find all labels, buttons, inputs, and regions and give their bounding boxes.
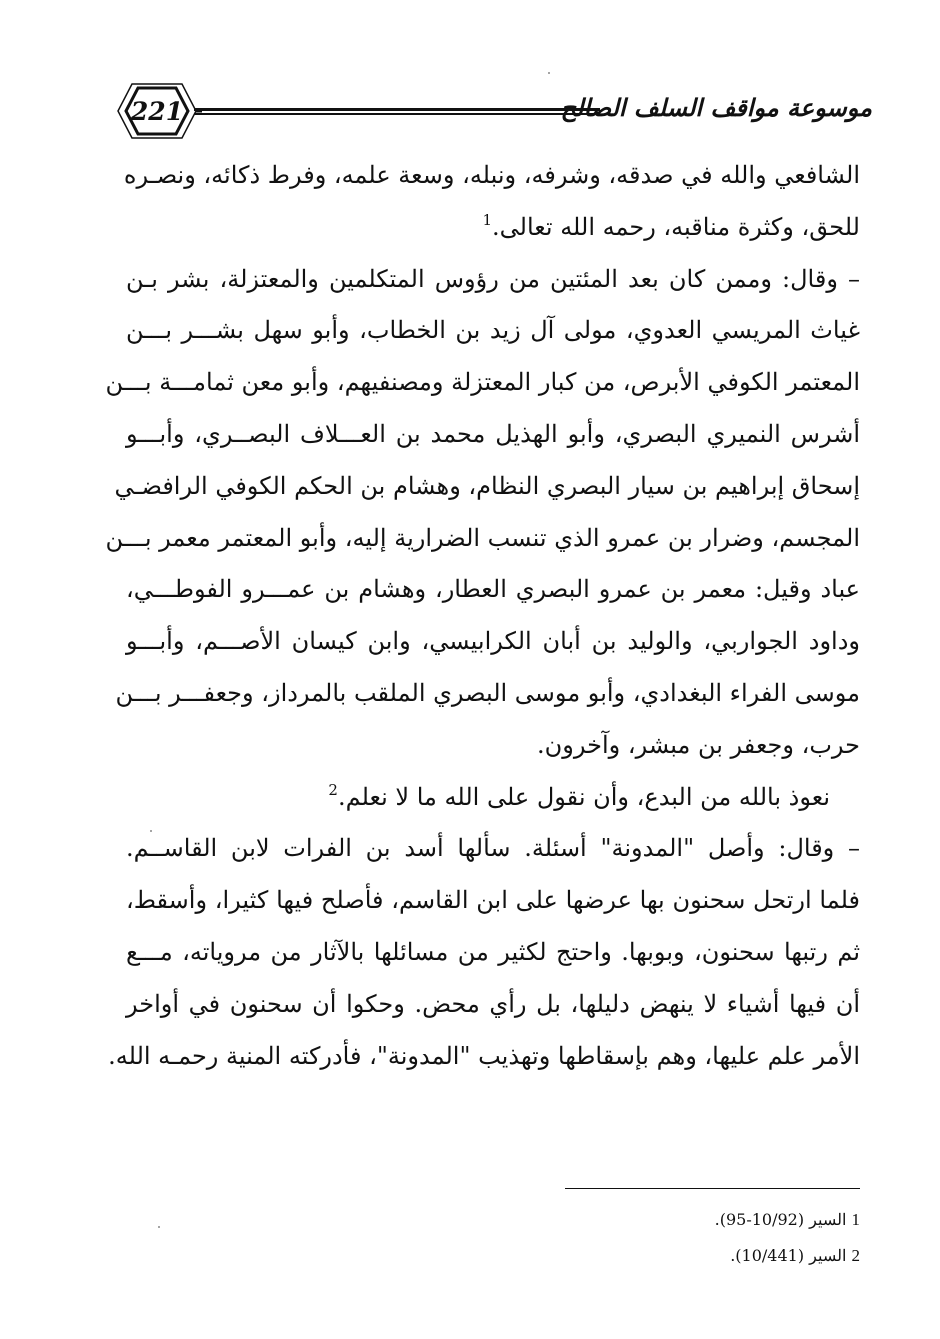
line-text: أشرس النميري البصري، وأبو الهذيل محمد بن العـــلاف البصــري، وأبـــو [126,419,860,448]
footnote-number: 2 [851,1246,860,1265]
running-title: موسوعة مواقف السلف الصالح [560,94,872,122]
text-line [126,772,860,824]
text-line [126,409,860,461]
text-line [126,875,860,927]
line-text: حرب، وجعفر بن مبشر، وآخرون. [537,730,860,759]
text-line [105,357,860,409]
line-text: غياث المريسي العدوي، مولى آل زيد بن الخطاب، وأبو سهل بشـــر بـــن [126,316,860,345]
text-line [108,1031,860,1083]
text-line [126,720,860,772]
text-line [126,202,860,254]
text-line [115,668,860,720]
line-text: المعتمر الكوفي الأبرص، من كبار المعتزلة ومصنفيهم، وأبو معن ثمامـــة بـــن [105,368,860,397]
footnote-marker[interactable]: 2 [328,780,338,799]
text-line [123,150,860,202]
line-text: موسى الفراء البغدادي، وأبو موسى البصري الملقب بالمرداز، وجعفـــر بـــن [115,678,860,707]
footnote-text: السير (10/441). [730,1246,847,1265]
footnote-marker[interactable]: 1 [482,210,493,229]
footnote-number: 1 [851,1210,860,1229]
page-number: 221 [130,96,184,126]
line-text: – وقال: وممن كان بعد المئتين من رؤوس المتكلمين والمعتزلة، بشر بـن [126,264,860,293]
line-text: نعوذ بالله من البدع، وأن نقول على الله ما لا نعلم. [337,782,830,811]
line-text: للحق، وكثرة مناقبه، رحمه الله تعالى. [492,212,860,241]
text-line [126,616,860,668]
text-line [126,927,860,979]
page-header [112,82,872,144]
line-text: عباد وقيل: معمر بن عمرو البصري العطار، وهشام بن عمـــرو الفوطـــي، [126,575,860,604]
scan-speck [158,1226,160,1228]
main-text [105,150,860,1082]
text-line [126,979,860,1031]
line-text: ثم رتبها سحنون، وبوبها. واحتج لكثير من مسائلها بالآثار من مروياته، مـــع [126,937,860,966]
header-rule [194,108,600,115]
footnotes [500,1202,860,1274]
line-text: أن فيها أشياء لا ينهض دليلها، بل رأي محض. وحكوا أن سحنون في أواخر [126,989,860,1018]
footnote-text: السير (10/92-95). [714,1210,847,1229]
line-text: وداود الجواربي، والوليد بن أبان الكرابيسي، وابن كيسان الأصـــم، وأبـــو [126,627,860,656]
line-text: الأمر علم عليها، وهم بإسقاطها وتهذيب "المدونة"، فأدركته المنية رحمـه الله. [108,1041,860,1070]
text-line [114,461,860,513]
footnote-item [500,1238,860,1274]
text-line [126,564,860,616]
text-line [126,823,860,875]
scan-speck [548,72,550,74]
text-line [105,513,860,565]
line-text: المجسم، وضرار بن عمرو الذي تنسب الضرارية إليه، وأبو المعتمر معمر بـــن [105,523,860,552]
scan-speck [150,830,152,832]
line-text: – وقال: وأصل "المدونة" أسئلة. سألها أسد بن الفرات لابن القاســم. [126,834,860,863]
text-line [126,305,860,357]
text-line [126,254,860,306]
line-text: إسحاق إبراهيم بن سيار البصري النظام، وهشام بن الحكم الكوفي الرافضـي [114,471,860,500]
footnote-separator [565,1188,860,1189]
line-text: فلما ارتحل سحنون بها عرضها على ابن القاسم، فأصلح فيها كثيرا، وأسقط، [126,886,860,915]
line-text: الشافعي والله في صدقه، وشرفه، ونبله، وسعة علمه، وفرط ذكائه، ونصـره [123,161,860,189]
footnote-item [500,1202,860,1238]
